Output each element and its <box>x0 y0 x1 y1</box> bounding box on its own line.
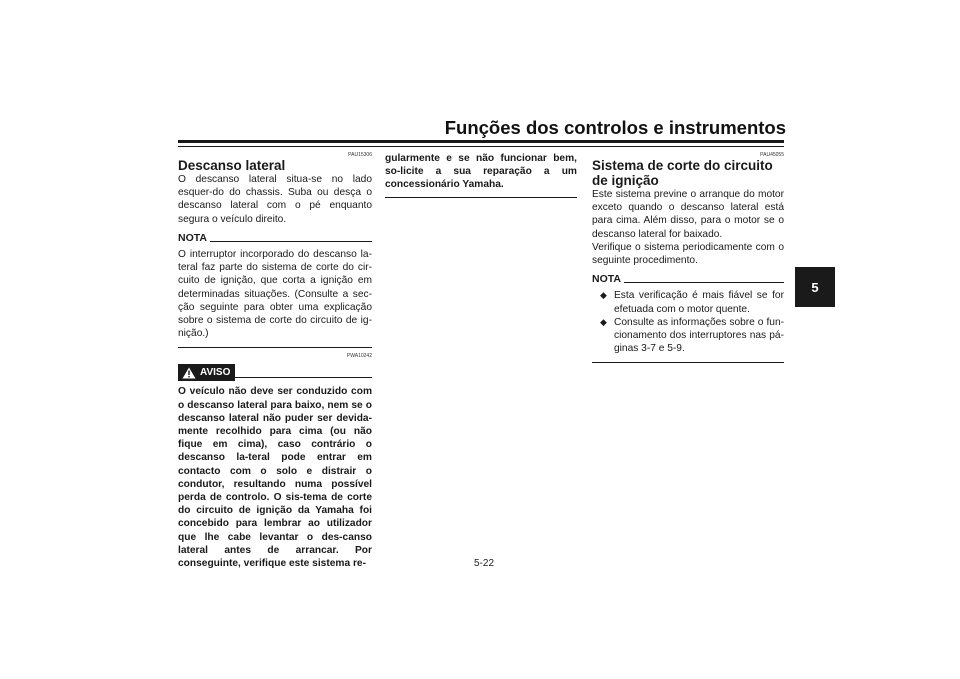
warning-text: O veículo não deve ser conduzido com o descanso lateral para baixo, nem se o descanso lateral não puder ser devida-mente recolhido para cima (ou não fique em cima), caso contrário o descanso la-teral pode entrar em contacto com o solo e distrair o condutor, resultando numa possível perda de controlo. O sis-tema de corte do circuito de ignição da Yamaha foi concebido para lembrar ao utilizador que lhe cabe levantar o des-canso lateral antes de arrancar. Por conseguinte, verifique este sistema re- <box>178 386 372 570</box>
section-code: PAU15306 <box>348 152 372 158</box>
warning-badge <box>178 364 235 381</box>
note-header <box>178 232 372 245</box>
bullet-text: Esta verificação é mais fiável se for efetuada com o motor quente. <box>614 290 784 315</box>
page-header-title: Funções dos controlos e instrumentos <box>444 117 786 138</box>
warning-text-continued: gularmente e se não funcionar bem, so-licite a sua reparação a um concessionário Yamaha. <box>385 153 577 191</box>
header-rule-thin <box>178 146 784 147</box>
section-heading: Sistema de corte do circuito de ignição <box>592 158 773 188</box>
note-label: NOTA <box>592 273 621 286</box>
section-code: PAU45055 <box>760 152 784 158</box>
header-rule <box>178 140 784 143</box>
warning-header <box>178 364 372 381</box>
warning-end-rule <box>385 197 577 198</box>
note-text: O interruptor incorporado do descanso la-teral faz parte do sistema de corte do cir-cuito de ignição, que corta a ignição em determinadas situações. (Consulte a sec-ção seguinte para obter uma explicação sobre o sistema de corte do circuito de ig-nição.) <box>178 249 372 340</box>
bullet-item <box>592 289 784 315</box>
warning-triangle-icon <box>182 367 196 379</box>
section-intro: Este sistema previne o arranque do motor exceto quando o descanso lateral está para cima. Além disso, para o motor se o descanso lateral for baixado. <box>592 189 784 240</box>
warning-rule <box>235 377 372 378</box>
note-end-rule <box>178 347 372 348</box>
section-heading: Descanso lateral <box>178 158 286 173</box>
column-1 <box>178 152 372 570</box>
note-rule <box>624 282 784 283</box>
section-intro-2: Verifique o sistema periodicamente com o seguinte procedimento. <box>592 241 784 267</box>
bullet-item <box>592 316 784 356</box>
warning-code: PWA10242 <box>346 353 372 360</box>
diamond-bullet-icon: ◆ <box>600 316 607 327</box>
section-intro: O descanso lateral situa-se no lado esquer-do do chassis. Suba ou desça o descanso lateral com o pé enquanto segura o veículo direito. <box>178 174 372 225</box>
note-rule <box>210 241 372 242</box>
column-3 <box>592 152 784 363</box>
note-header <box>592 273 784 286</box>
note-end-rule <box>592 362 784 363</box>
diamond-bullet-icon: ◆ <box>600 290 607 301</box>
note-bullets <box>592 289 784 355</box>
note-label: NOTA <box>178 231 207 244</box>
chapter-tab: 5 <box>795 267 835 307</box>
column-2 <box>385 152 577 198</box>
page-number: 5-22 <box>473 558 494 569</box>
bullet-text: Consulte as informações sobre o fun-cionamento dos interruptores nas pá-ginas 3-7 e 5-9. <box>614 316 784 355</box>
warning-label: AVISO <box>200 367 231 379</box>
